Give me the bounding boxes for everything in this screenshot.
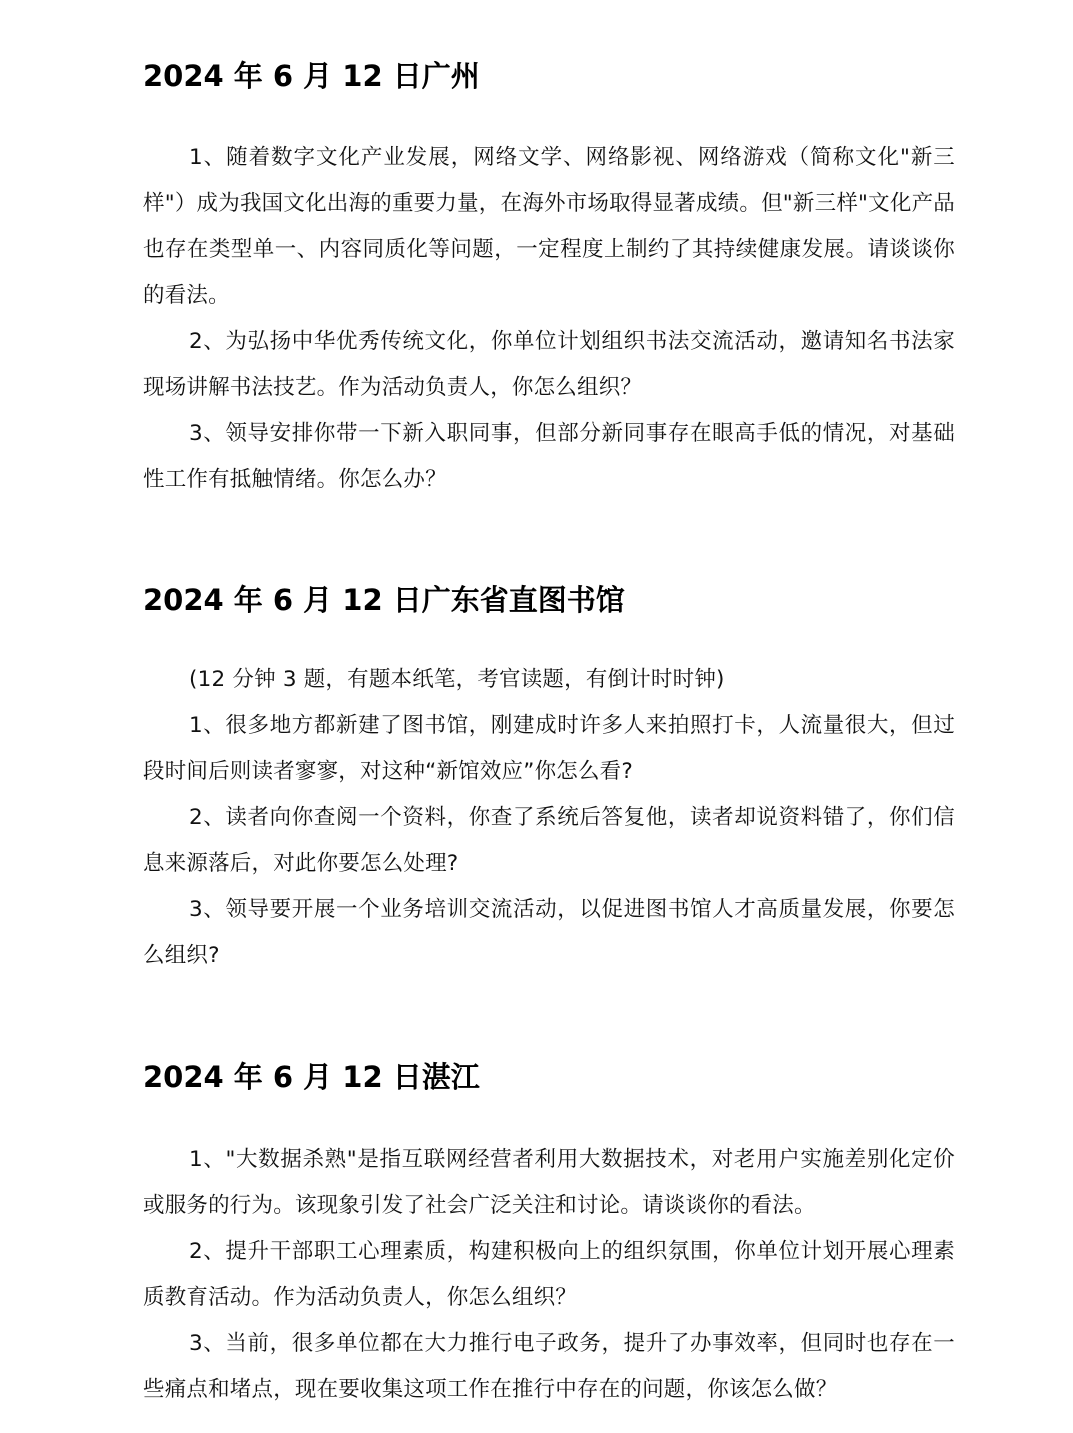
section-title: 2024 年 6 月 12 日广州 [143, 59, 480, 93]
section-title: 2024 年 6 月 12 日湛江 [143, 1060, 480, 1094]
question-paragraph: 2、为弘扬中华优秀传统文化，你单位计划组织书法交流活动，邀请知名书法家现场讲解书法技艺。作为活动负责人，你怎么组织？ [143, 329, 955, 400]
section-title: 2024 年 6 月 12 日广东省直图书馆 [143, 583, 625, 617]
question-paragraph: 1、随着数字文化产业发展，网络文学、网络影视、网络游戏（简称文化"新三样"）成为我国文化出海的重要力量，在海外市场取得显著成绩。但"新三样"文化产品也存在类型单一、内容同质化等问题，一定程度上制约了其持续健康发展。请谈谈你的看法。 [143, 145, 955, 308]
section-zhanjiang [143, 1057, 955, 1413]
section-guangzhou [143, 56, 955, 503]
question-paragraph: 1、很多地方都新建了图书馆，刚建成时许多人来拍照打卡，人流量很大，但过段时间后则读者寥寥，对这种“新馆效应”你怎么看? [143, 713, 955, 784]
question-paragraph: 2、读者向你查阅一个资料，你查了系统后答复他，读者却说资料错了，你们信息来源落后，对此你要怎么处理? [143, 805, 955, 876]
section-guangdong-library [143, 580, 955, 979]
section-body [143, 135, 955, 503]
question-paragraph: 1、"大数据杀熟"是指互联网经营者利用大数据技术，对老用户实施差别化定价或服务的行为。该现象引发了社会广泛关注和讨论。请谈谈你的看法。 [143, 1147, 955, 1218]
exam-note: (12 分钟 3 题，有题本纸笔，考官读题，有倒计时时钟) [189, 667, 725, 692]
section-body [143, 657, 955, 979]
section-body [143, 1137, 955, 1413]
question-paragraph: 3、当前，很多单位都在大力推行电子政务，提升了办事效率，但同时也存在一些痛点和堵点，现在要收集这项工作在推行中存在的问题，你该怎么做？ [143, 1331, 955, 1402]
question-paragraph: 3、领导要开展一个业务培训交流活动，以促进图书馆人才高质量发展，你要怎么组织? [143, 897, 955, 968]
question-paragraph: 2、提升干部职工心理素质，构建积极向上的组织氛围，你单位计划开展心理素质教育活动。作为活动负责人，你怎么组织？ [143, 1239, 955, 1310]
question-paragraph: 3、领导安排你带一下新入职同事，但部分新同事存在眼高手低的情况，对基础性工作有抵触情绪。你怎么办？ [143, 421, 955, 492]
